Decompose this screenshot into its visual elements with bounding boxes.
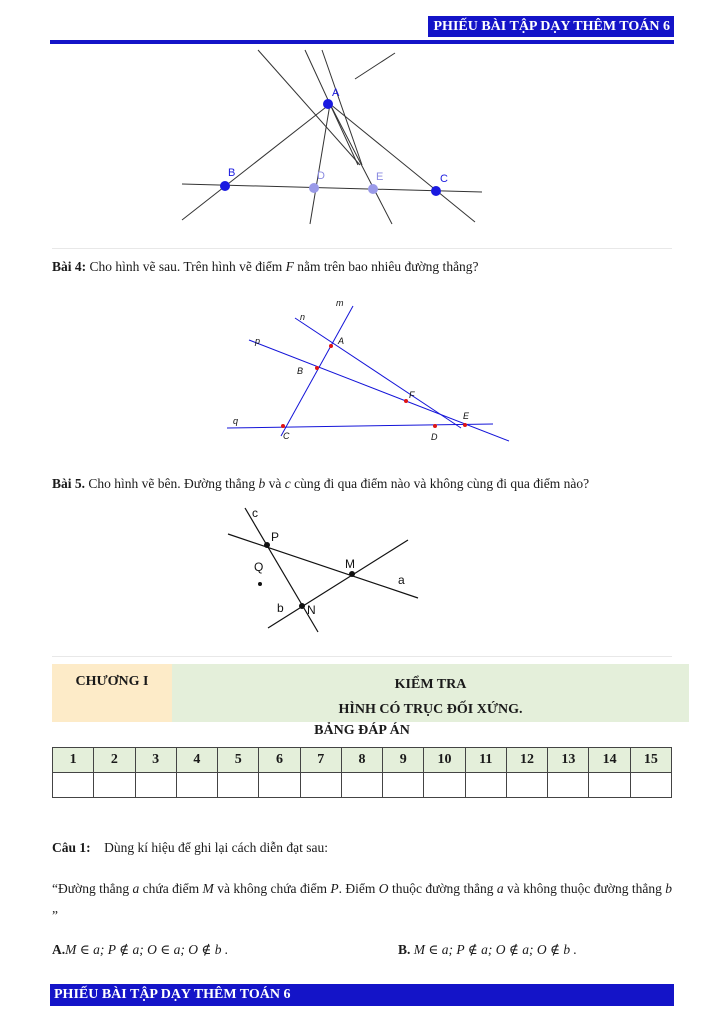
cau1-var-a: a (132, 881, 140, 896)
point-C (281, 424, 285, 428)
label-P: P (271, 530, 280, 544)
label-E: E (463, 411, 470, 421)
label-A: A (332, 87, 340, 99)
cau1-text: chứa điểm (142, 881, 200, 896)
test-subtitle: HÌNH CÓ TRỤC ĐỐI XỨNG. (338, 702, 523, 717)
answer-cell-13[interactable] (548, 773, 589, 798)
figure-lines-through-A (170, 48, 490, 226)
point-E (463, 423, 467, 427)
figure-bai4 (225, 298, 515, 448)
answer-col-11: 11 (465, 748, 506, 773)
answer-col-7: 7 (300, 748, 341, 773)
cau1-label: Câu 1: (52, 840, 91, 855)
answer-cell-2[interactable] (94, 773, 135, 798)
answer-cell-15[interactable] (630, 773, 671, 798)
label-D: D (317, 170, 325, 182)
answer-header-row (53, 748, 672, 773)
answer-table (52, 747, 672, 798)
bai4-text: Cho hình vẽ sau. Trên hình vẽ điểm (89, 259, 283, 274)
cau1-text: đường thẳng (593, 881, 662, 896)
cau1-intro-text: Dùng kí hiệu để ghi lại cách diễn đạt sau: (104, 840, 328, 855)
answer-col-14: 14 (589, 748, 630, 773)
page-footer (50, 984, 674, 1006)
answer-cell-12[interactable] (506, 773, 547, 798)
divider (52, 656, 672, 657)
label-M: M (345, 557, 355, 571)
page-header (50, 14, 674, 44)
bai5-var-c: c (284, 476, 291, 491)
answer-table-title: BẢNG ĐÁP ÁN (314, 723, 410, 738)
answer-col-13: 13 (548, 748, 589, 773)
label-B: B (297, 366, 304, 376)
option-a[interactable] (52, 940, 352, 960)
point-M (349, 571, 355, 577)
answer-col-15: 15 (630, 748, 671, 773)
answer-cell-10[interactable] (424, 773, 465, 798)
label-B: B (228, 167, 236, 179)
answer-col-2: 2 (94, 748, 135, 773)
answer-cell-1[interactable] (53, 773, 94, 798)
option-b[interactable] (398, 940, 672, 960)
cau1-text: thuộc đường thẳng (391, 881, 494, 896)
option-b-label: B. (398, 942, 411, 957)
bai5-question (52, 474, 672, 494)
answer-col-5: 5 (218, 748, 259, 773)
answer-col-9: 9 (383, 748, 424, 773)
bai4-text-after: nằm trên bao nhiêu đường thẳng? (297, 259, 479, 274)
cau1-text: và không thuộc (507, 881, 591, 896)
label-F: F (409, 390, 415, 400)
test-title: KIỂM TRA (394, 677, 467, 692)
bai4-label: Bài 4: (52, 259, 87, 274)
option-a-text: M ∈ a; P ∉ a; O ∈ a; O ∉ b . (65, 942, 229, 957)
divider (52, 248, 672, 249)
bai4-question (52, 257, 672, 277)
answer-col-12: 12 (506, 748, 547, 773)
answer-col-10: 10 (424, 748, 465, 773)
chapter-box (52, 664, 172, 722)
point-Q (258, 582, 262, 586)
label-N: N (307, 603, 316, 617)
label-A: A (338, 336, 345, 346)
cau1-var-b: b (665, 881, 672, 896)
answer-col-1: 1 (53, 748, 94, 773)
bai5-text1: Cho hình vẽ bên. Đường thẳng (88, 476, 256, 491)
answer-cell-3[interactable] (135, 773, 176, 798)
point-A (329, 344, 333, 348)
label-n: n (300, 312, 306, 322)
option-a-label: A. (52, 942, 66, 957)
bai5-text2: và (268, 476, 282, 491)
label-c: c (252, 506, 258, 520)
cau1-intro (52, 838, 672, 858)
point-B (220, 181, 230, 191)
answer-cell-14[interactable] (589, 773, 630, 798)
point-P (264, 542, 270, 548)
figure-bai5 (220, 500, 430, 640)
point-D (309, 183, 319, 193)
answer-col-6: 6 (259, 748, 300, 773)
answer-cell-7[interactable] (300, 773, 341, 798)
chapter-label: CHƯƠNG I (75, 674, 149, 689)
cau1-text: ” (52, 908, 58, 923)
point-F (404, 399, 408, 403)
bai5-text3: cùng đi qua điểm nào và không cùng đi qua điểm nào? (294, 476, 590, 491)
answer-cell-11[interactable] (465, 773, 506, 798)
cau1-var-P: P (330, 881, 339, 896)
answer-input-row (53, 773, 672, 798)
answer-col-3: 3 (135, 748, 176, 773)
point-D (433, 424, 437, 428)
header-title: PHIẾU BÀI TẬP DẠY THÊM TOÁN 6 (428, 16, 675, 37)
bai5-label: Bài 5. (52, 476, 86, 491)
point-N (299, 603, 305, 609)
footer-title: PHIẾU BÀI TẬP DẠY THÊM TOÁN 6 (54, 987, 291, 1002)
cau1-var-a: a (496, 881, 504, 896)
label-Q: Q (254, 560, 264, 574)
answer-cell-4[interactable] (176, 773, 217, 798)
bai5-var-b: b (258, 476, 266, 491)
bai4-var-F: F (285, 259, 294, 274)
answer-col-4: 4 (176, 748, 217, 773)
label-p: p (255, 336, 261, 346)
cau1-var-O: O (378, 881, 389, 896)
label-C: C (440, 173, 448, 185)
label-D: D (431, 432, 438, 442)
answer-col-8: 8 (341, 748, 382, 773)
cau1-var-M: M (202, 881, 214, 896)
answer-cell-8[interactable] (341, 773, 382, 798)
point-A (323, 99, 333, 109)
label-q: q (233, 416, 239, 426)
point-B (315, 366, 319, 370)
label-a: a (398, 573, 405, 587)
label-E: E (376, 171, 384, 183)
point-C (431, 186, 441, 196)
label-C: C (283, 431, 290, 441)
answer-cell-5[interactable] (218, 773, 259, 798)
answer-cell-6[interactable] (259, 773, 300, 798)
cau1-text: “Đường thẳng (52, 881, 130, 896)
point-E (368, 184, 378, 194)
label-b: b (277, 601, 284, 615)
cau1-text: và không chứa điểm (217, 881, 327, 896)
answer-cell-9[interactable] (383, 773, 424, 798)
test-title-box (172, 664, 689, 722)
option-b-text: M ∈ a; P ∉ a; O ∉ a; O ∉ b . (413, 942, 577, 957)
cau1-statement (52, 875, 672, 929)
label-m: m (336, 298, 344, 308)
cau1-text: . Điểm (338, 881, 376, 896)
